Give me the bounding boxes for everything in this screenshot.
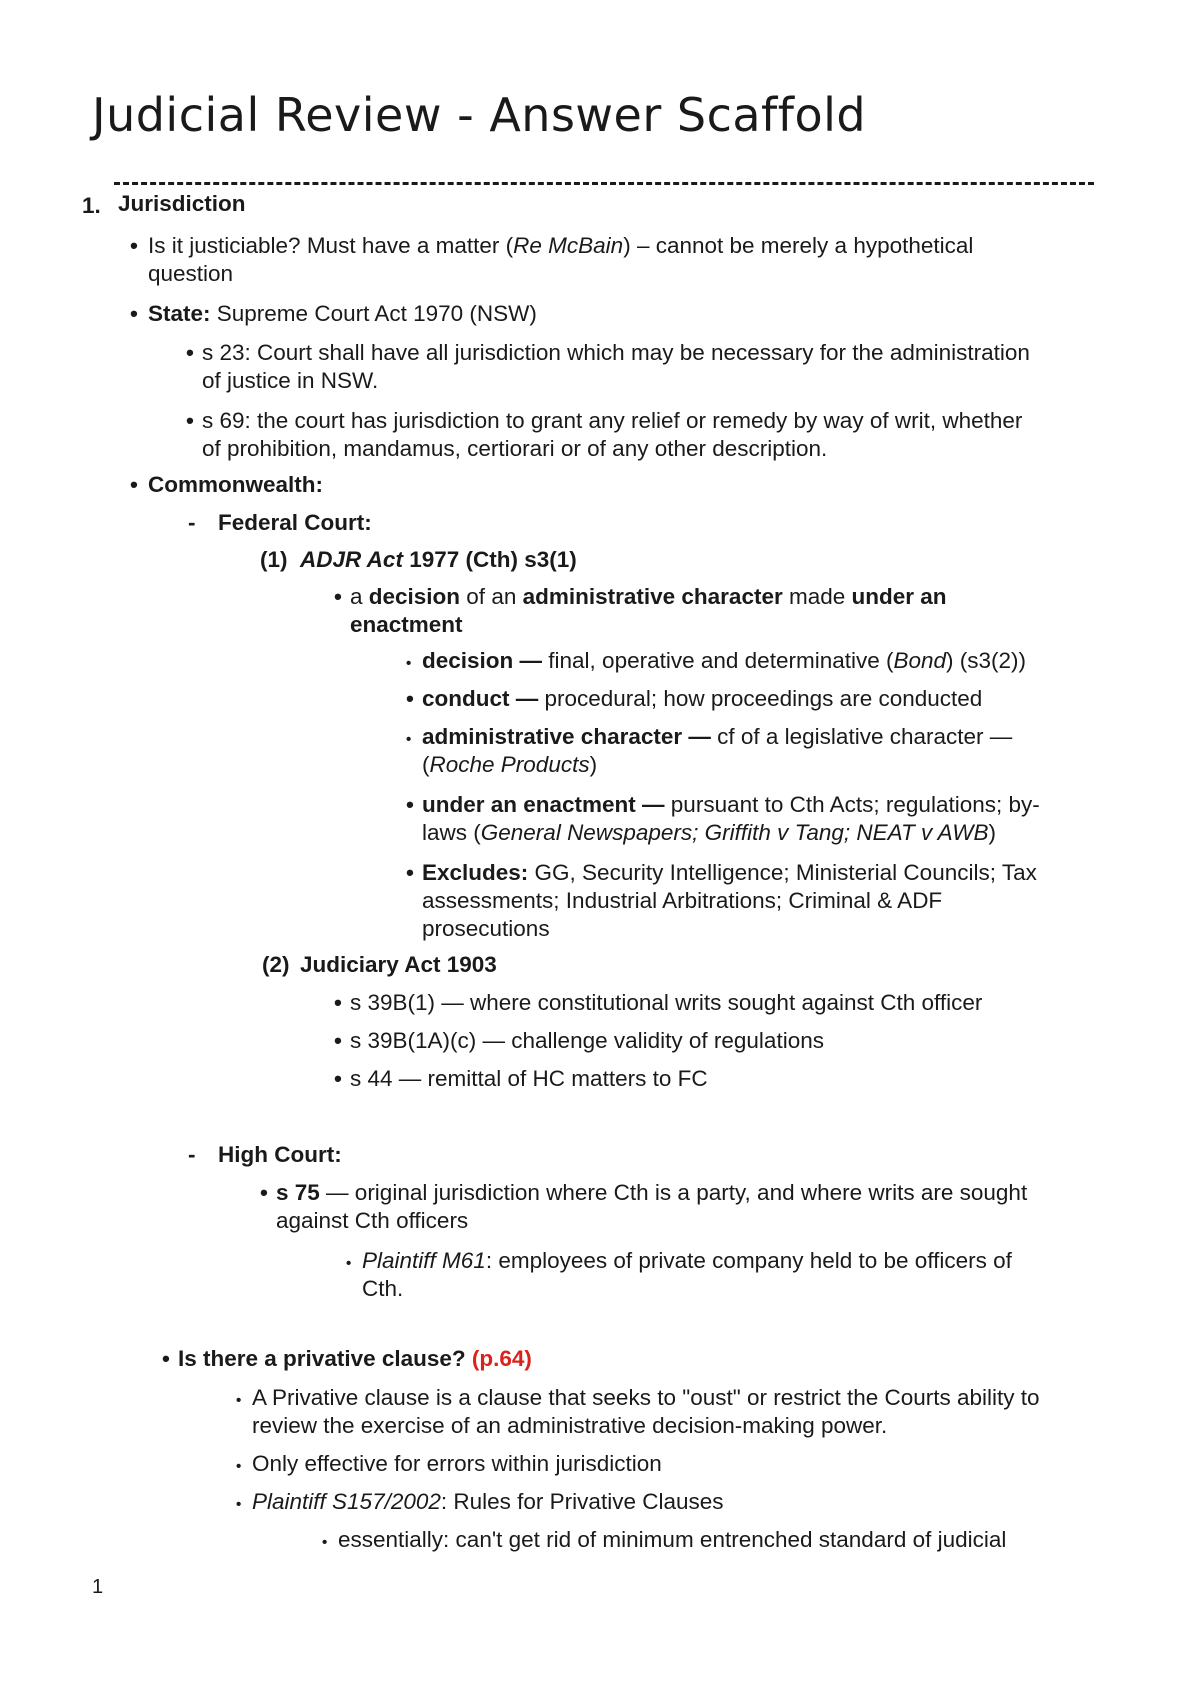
s23-line-2: of justice in NSW. [202, 368, 379, 393]
item-number: (2) [262, 952, 290, 977]
bullet-icon: • [334, 1028, 342, 1053]
bullet-icon: • [130, 301, 138, 326]
bullet-icon: • [186, 340, 194, 365]
commonwealth-heading: Commonwealth: [148, 472, 324, 497]
section-heading: Jurisdiction [118, 191, 246, 216]
decision-item: decision — final, operative and determinative (Bond) (s3(2)) [422, 648, 1027, 673]
document-title: Judicial Review - Answer Scaffold [92, 88, 867, 142]
page-number: 1 [92, 1576, 104, 1598]
bullet-icon: • [130, 233, 138, 258]
bullet-icon: • [236, 1458, 242, 1475]
decision-definition-line-2: enactment [350, 612, 463, 637]
bullet-icon: • [334, 990, 342, 1015]
s39b1-item: s 39B(1) — where constitutional writs sought against Cth officer [350, 990, 983, 1015]
bullet-icon: • [334, 1066, 342, 1091]
m61-item: Plaintiff M61: employees of private company held to be officers of [362, 1248, 1012, 1273]
bullet-icon: • [236, 1392, 242, 1409]
s44-item: s 44 — remittal of HC matters to FC [350, 1066, 708, 1091]
high-court-heading: High Court: [218, 1142, 342, 1167]
s157-item: Plaintiff S157/2002: Rules for Privative Clauses [252, 1489, 724, 1514]
justiciable-line: Is it justiciable? Must have a matter (Re McBain) – cannot be merely a hypothetical [148, 233, 974, 258]
privative-clause-heading: Is there a privative clause? (p.64) [178, 1346, 532, 1371]
excludes-item-2: assessments; Industrial Arbitrations; Criminal & ADF [422, 888, 943, 913]
s75-item: s 75 — original jurisdiction where Cth is a party, and where writs are sought [276, 1180, 1028, 1205]
administrative-character-item-2: (Roche Products) [422, 752, 598, 777]
essentially-item: essentially: can't get rid of minimum entrenched standard of judicial [338, 1527, 1007, 1552]
s75-item-2: against Cth officers [276, 1208, 469, 1233]
item-number: (1) [260, 547, 288, 572]
bullet-icon: • [236, 1496, 242, 1513]
s69-line-2: of prohibition, mandamus, certiorari or of any other description. [202, 436, 828, 461]
state-line: State: Supreme Court Act 1970 (NSW) [148, 301, 537, 326]
federal-court-heading: Federal Court: [218, 510, 372, 535]
administrative-character-item: administrative character — cf of a legislative character — [422, 724, 1013, 749]
bullet-icon: • [186, 408, 194, 433]
decision-definition-line: a decision of an administrative character made under an [350, 584, 947, 609]
s39b1a-item: s 39B(1A)(c) — challenge validity of regulations [350, 1028, 824, 1053]
bullet-icon: • [406, 686, 414, 711]
bullet-icon: • [260, 1180, 268, 1205]
bullet-icon: • [406, 655, 412, 672]
s23-line: s 23: Court shall have all jurisdiction which may be necessary for the administration [202, 340, 1030, 365]
m61-item-2: Cth. [362, 1276, 404, 1301]
excludes-item: Excludes: GG, Security Intelligence; Ministerial Councils; Tax [422, 860, 1037, 885]
privative-definition-2: review the exercise of an administrative decision-making power. [252, 1413, 888, 1438]
section-number: 1. [82, 193, 101, 218]
judiciary-act-heading: Judiciary Act 1903 [300, 952, 497, 977]
bullet-icon: • [322, 1534, 328, 1551]
dashed-divider [114, 182, 1094, 185]
bullet-icon: • [346, 1255, 352, 1272]
bullet-icon: • [406, 731, 412, 748]
bullet-icon: • [130, 472, 138, 497]
bullet-icon: • [162, 1346, 170, 1371]
conduct-item: conduct — procedural; how proceedings are conducted [422, 686, 983, 711]
s69-line: s 69: the court has jurisdiction to grant any relief or remedy by way of writ, whether [202, 408, 1023, 433]
adjr-heading: ADJR Act 1977 (Cth) s3(1) [300, 547, 577, 572]
bullet-icon: • [334, 584, 342, 609]
bullet-icon: • [406, 860, 414, 885]
privative-errors-item: Only effective for errors within jurisdiction [252, 1451, 662, 1476]
privative-definition: A Privative clause is a clause that seeks to "oust" or restrict the Courts ability to [252, 1385, 1040, 1410]
under-enactment-item: under an enactment — pursuant to Cth Acts; regulations; by- [422, 792, 1040, 817]
under-enactment-item-2: laws (General Newspapers; Griffith v Tang; NEAT v AWB) [422, 820, 996, 845]
dash-marker: - [188, 510, 196, 535]
justiciable-line-2: question [148, 261, 234, 286]
excludes-item-3: prosecutions [422, 916, 550, 941]
dash-marker: - [188, 1142, 196, 1167]
bullet-icon: • [406, 792, 414, 817]
